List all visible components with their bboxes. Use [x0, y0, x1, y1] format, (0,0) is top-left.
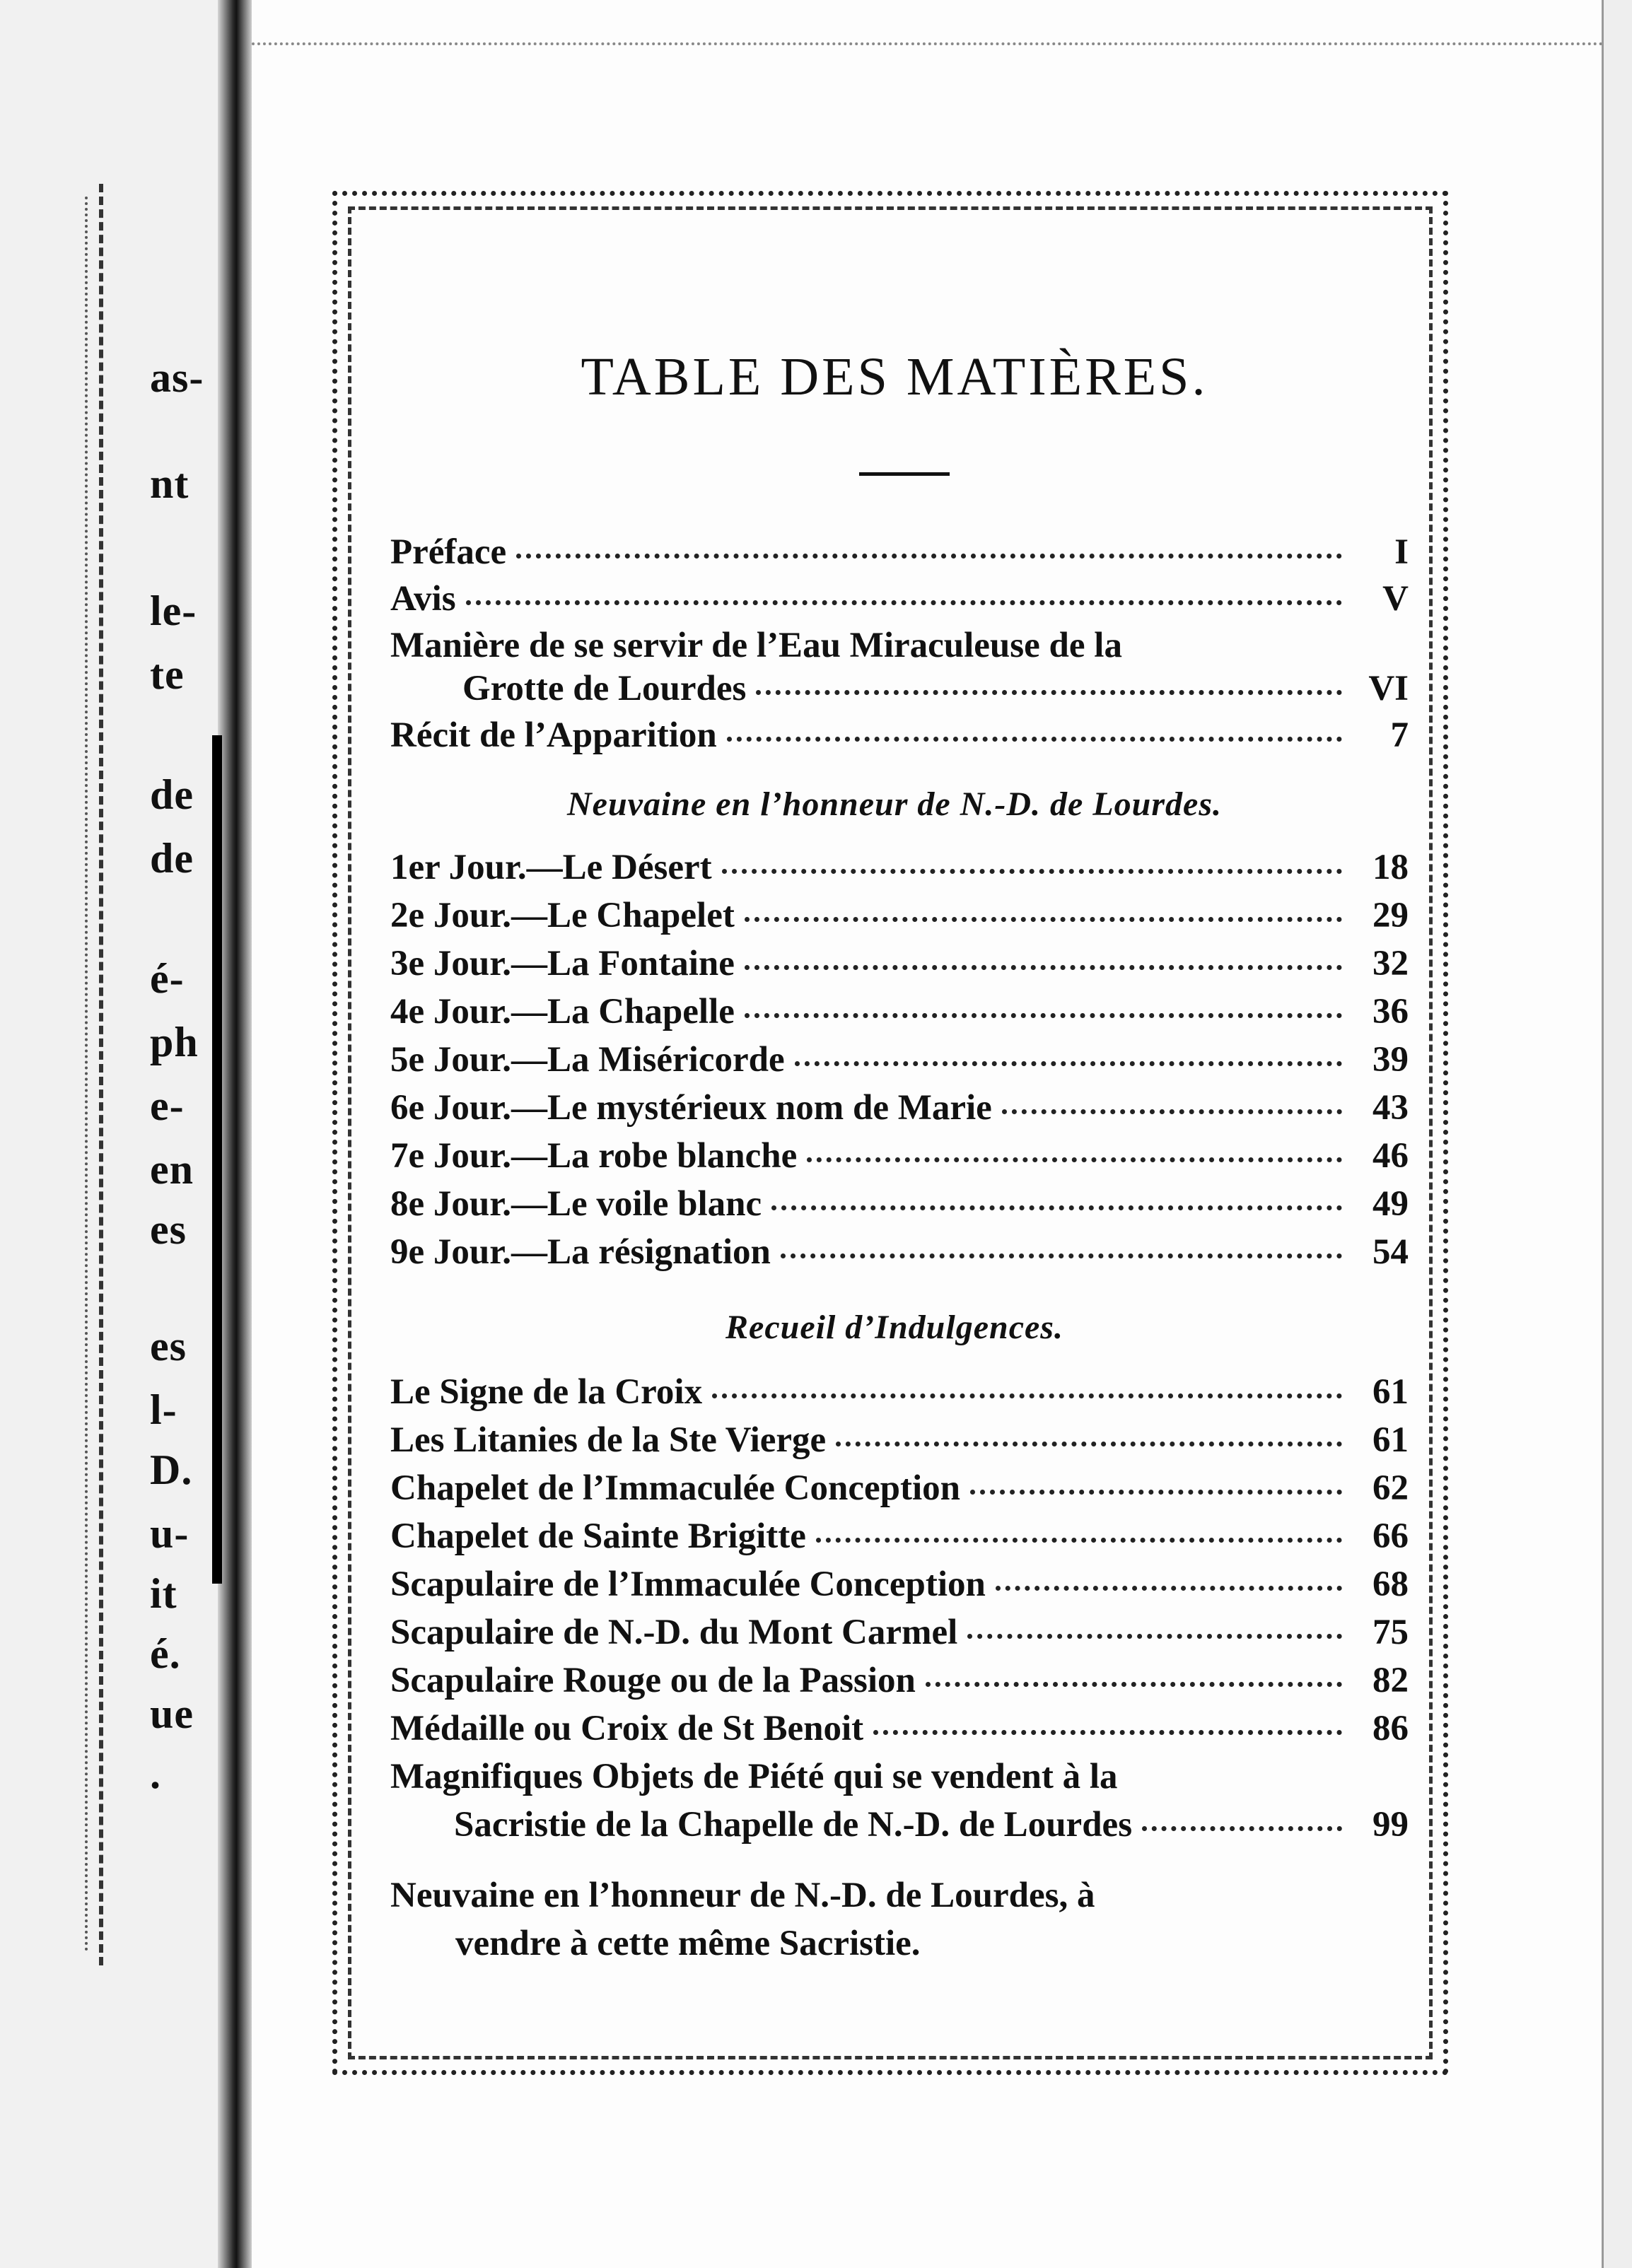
dot-leader — [795, 1061, 1342, 1066]
left-fragment: es — [150, 1206, 187, 1253]
left-fragment: u- — [150, 1510, 190, 1557]
toc-entry-page: 68 — [1372, 1565, 1409, 1604]
toc-entry-label: Manière de se servir de l’Eau Miraculeuse de la — [390, 626, 1122, 665]
dot-leader — [816, 1538, 1342, 1543]
toc-entry-label: Chapelet de l’Immaculée Conception — [390, 1468, 960, 1508]
left-fragment: é- — [150, 955, 185, 1002]
left-fragment: es — [150, 1323, 187, 1369]
toc-entry-label: Magnifiques Objets de Piété qui se vendent à la — [390, 1757, 1118, 1796]
closing-note-line-1: Neuvaine en l’honneur de N.-D. de Lourdes, à — [390, 1876, 1095, 1915]
toc-entry — [390, 1183, 1409, 1229]
toc-entry-page: 49 — [1372, 1184, 1409, 1224]
toc-entry — [390, 1372, 1409, 1417]
toc-entry-page: 36 — [1372, 992, 1409, 1031]
page-top-edge — [252, 0, 1632, 45]
dot-leader — [712, 1393, 1342, 1398]
dot-leader — [727, 737, 1342, 742]
toc-entry — [390, 895, 1409, 940]
toc-entry-page: V — [1382, 579, 1409, 619]
toc-entry — [462, 668, 1409, 713]
toc-entry — [454, 1804, 1409, 1849]
left-fragment: as- — [150, 354, 204, 401]
dot-leader — [771, 1205, 1342, 1210]
toc-entry-label: Récit de l’Apparition — [390, 715, 717, 755]
left-fragment: te — [150, 651, 185, 698]
toc-entry-page: 99 — [1372, 1805, 1409, 1845]
toc-entry — [390, 943, 1409, 988]
dot-leader — [745, 965, 1342, 970]
page-title: TABLE DES MATIÈRES. — [581, 347, 1208, 407]
section-heading-recueil: Recueil d’Indulgences. — [725, 1309, 1063, 1346]
section-heading-neuvaine: Neuvaine en l’honneur de N.-D. de Lourdes. — [567, 785, 1222, 823]
toc-entry-continuation: Grotte de Lourdes — [462, 669, 747, 708]
toc-entry — [390, 1039, 1409, 1085]
toc-entry-label: Les Litanies de la Ste Vierge — [390, 1420, 827, 1460]
toc-entry-page: 7 — [1390, 715, 1409, 755]
dot-leader — [781, 1253, 1342, 1258]
left-fragment: D. — [150, 1446, 193, 1493]
toc-entry — [390, 1232, 1409, 1277]
left-fragment: l- — [150, 1386, 177, 1433]
toc-entry — [390, 1135, 1409, 1181]
dot-leader — [970, 1490, 1342, 1495]
left-facing-page — [0, 0, 233, 2268]
toc-entry-label: Le Signe de la Croix — [390, 1372, 703, 1412]
left-fragment: é. — [150, 1630, 181, 1677]
toc-entry-page: 75 — [1372, 1613, 1409, 1652]
toc-entry-page: 62 — [1372, 1468, 1409, 1508]
toc-entry — [390, 1708, 1409, 1753]
toc-entry — [390, 1660, 1409, 1705]
left-fragment: . — [150, 1750, 161, 1797]
dot-leader — [745, 917, 1342, 922]
gutter-shadow — [212, 735, 222, 1584]
toc-entry — [390, 1516, 1409, 1561]
toc-entry-page: 61 — [1372, 1420, 1409, 1460]
toc-entry-page: 29 — [1372, 896, 1409, 935]
toc-entry-page: 32 — [1372, 944, 1409, 983]
toc-entry-page: VI — [1368, 669, 1409, 708]
left-fragment: ue — [150, 1690, 194, 1737]
toc-entry-label: 7e Jour.—La robe blanche — [390, 1136, 798, 1176]
toc-entry — [390, 715, 1409, 760]
dot-leader — [873, 1730, 1342, 1735]
toc-entry-page: 61 — [1372, 1372, 1409, 1412]
toc-entry — [390, 1564, 1409, 1609]
toc-entry-continuation: Sacristie de la Chapelle de N.-D. de Lourdes — [454, 1805, 1133, 1845]
closing-note-line-2: vendre à cette même Sacristie. — [455, 1924, 921, 1963]
toc-entry-label: Scapulaire de N.-D. du Mont Carmel — [390, 1613, 958, 1652]
toc-entry-label: 6e Jour.—Le mystérieux nom de Marie — [390, 1088, 992, 1128]
toc-entry-label: 5e Jour.—La Miséricorde — [390, 1040, 785, 1080]
toc-entry — [390, 1612, 1409, 1657]
toc-entry-page: 54 — [1372, 1232, 1409, 1272]
toc-entry — [390, 1468, 1409, 1513]
toc-entry-label: Scapulaire Rouge ou de la Passion — [390, 1661, 916, 1700]
dot-leader — [722, 869, 1342, 874]
toc-entry-page: 18 — [1372, 848, 1409, 887]
dot-leader — [996, 1586, 1342, 1591]
toc-entry-label: Chapelet de Sainte Brigitte — [390, 1516, 806, 1556]
toc-entry-label: Médaille ou Croix de St Benoit — [390, 1709, 864, 1748]
toc-entry-label: Avis — [390, 579, 456, 619]
toc-entry-page: I — [1394, 532, 1409, 572]
dot-leader — [1002, 1109, 1342, 1114]
dot-leader — [967, 1634, 1342, 1639]
toc-entry-page: 82 — [1372, 1661, 1409, 1700]
title-rule — [859, 472, 950, 476]
toc-entry-label: 9e Jour.—La résignation — [390, 1232, 771, 1272]
left-fragment: ph — [150, 1019, 199, 1065]
dot-leader — [807, 1157, 1342, 1162]
left-fragment: it — [150, 1570, 177, 1617]
left-fragment: e- — [150, 1082, 185, 1129]
toc-entry-label: Préface — [390, 532, 507, 572]
toc-entry-page: 46 — [1372, 1136, 1409, 1176]
toc-entry-label: 3e Jour.—La Fontaine — [390, 944, 735, 983]
toc-entry — [390, 991, 1409, 1036]
toc-entry-label: Scapulaire de l’Immaculée Conception — [390, 1565, 986, 1604]
book-gutter — [218, 0, 252, 2268]
dot-leader — [516, 554, 1342, 559]
toc-entry-page: 86 — [1372, 1709, 1409, 1748]
toc-entry — [390, 1420, 1409, 1465]
left-fragment: en — [150, 1146, 194, 1193]
toc-entry-label: 1er Jour.—Le Désert — [390, 848, 712, 887]
toc-entry — [390, 847, 1409, 892]
dot-leader — [466, 600, 1342, 605]
toc-entry-label: 4e Jour.—La Chapelle — [390, 992, 735, 1031]
dot-leader — [836, 1442, 1342, 1446]
left-fragment: de — [150, 771, 194, 818]
dot-leader — [745, 1013, 1342, 1018]
toc-entry — [390, 1087, 1409, 1133]
left-fragment: nt — [150, 460, 190, 507]
toc-entry-page: 39 — [1372, 1040, 1409, 1080]
toc-entry — [390, 532, 1409, 577]
toc-entry-page: 66 — [1372, 1516, 1409, 1556]
dot-leader — [926, 1682, 1342, 1687]
left-page-border-inner — [0, 197, 88, 1953]
toc-entry-label: 8e Jour.—Le voile blanc — [390, 1184, 762, 1224]
left-fragment: le- — [150, 588, 197, 634]
dot-leader — [756, 690, 1342, 695]
toc-entry — [390, 578, 1409, 624]
toc-entry-label: 2e Jour.—Le Chapelet — [390, 896, 735, 935]
dot-leader — [1142, 1826, 1342, 1831]
toc-entry-page: 43 — [1372, 1088, 1409, 1128]
left-fragment: de — [150, 835, 194, 882]
page-right-edge — [1602, 0, 1632, 2268]
